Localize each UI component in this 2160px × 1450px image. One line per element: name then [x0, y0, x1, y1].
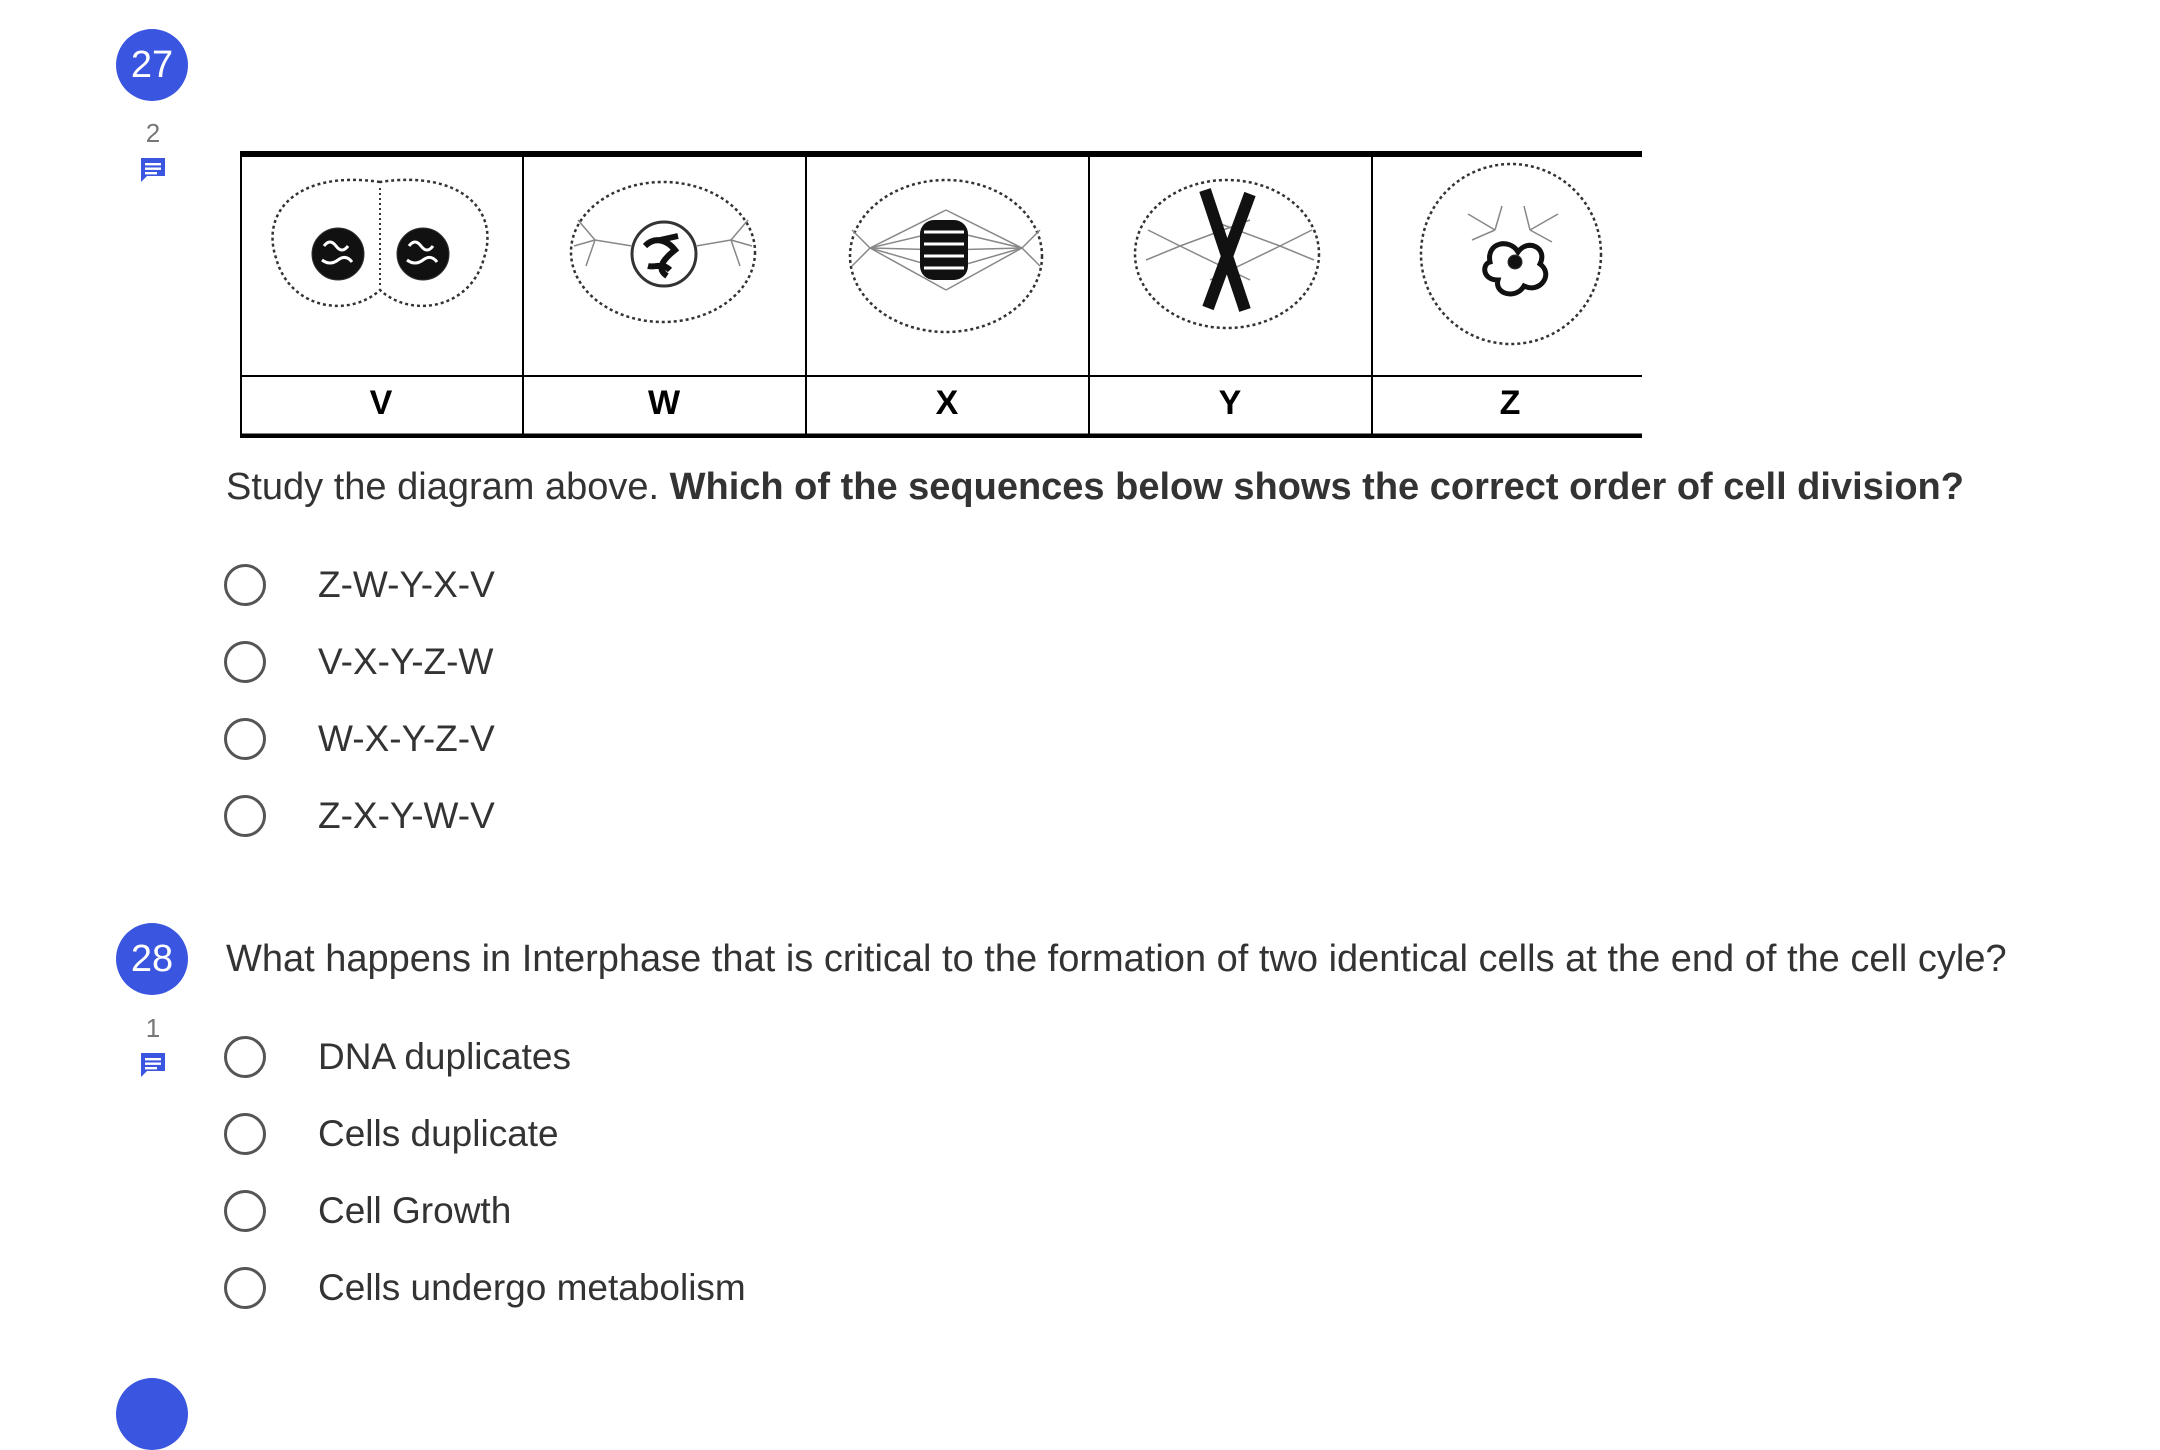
option-label: W-X-Y-Z-V — [318, 718, 495, 759]
answer-option[interactable] — [224, 714, 495, 764]
prompt-bold-text: Which of the sequences below shows the correct order of cell division? — [669, 466, 1964, 508]
radio-button[interactable] — [224, 1190, 266, 1232]
radio-button[interactable] — [224, 1267, 266, 1309]
option-label: Cell Growth — [318, 1190, 512, 1231]
prompt-plain-text: Study the diagram above. — [226, 466, 670, 508]
question-number-badge: 28 — [116, 923, 188, 995]
diagram-label-w: W — [647, 384, 681, 422]
option-label: Z-X-Y-W-V — [318, 795, 495, 836]
answer-option[interactable] — [224, 791, 495, 841]
cell-y-image — [1135, 180, 1319, 328]
radio-button[interactable] — [224, 1113, 266, 1155]
cell-x-image — [850, 180, 1042, 332]
diagram-label-z: Z — [1499, 384, 1521, 422]
diagram-label-v: V — [369, 384, 393, 422]
question-prompt: What happens in Interphase that is critical to the formation of two identical cells at the end of the cell cyle? — [226, 938, 2007, 980]
question-prompt — [226, 466, 1964, 509]
option-label: Cells duplicate — [318, 1113, 559, 1154]
option-label: Z-W-Y-X-V — [318, 564, 495, 605]
radio-button[interactable] — [224, 1036, 266, 1078]
next-question-badge — [116, 1378, 188, 1450]
diagram-label-y: Y — [1218, 384, 1242, 422]
answer-option[interactable] — [224, 1263, 746, 1313]
answer-option[interactable] — [224, 1032, 571, 1082]
answer-option[interactable] — [224, 1109, 559, 1159]
cell-w-image — [571, 182, 755, 322]
option-label: Cells undergo metabolism — [318, 1267, 746, 1308]
diagram-label-x: X — [935, 384, 959, 422]
answer-option[interactable] — [224, 560, 495, 610]
cell-division-diagram — [240, 150, 1642, 438]
comment-icon[interactable] — [139, 156, 167, 182]
option-label: V-X-Y-Z-W — [318, 641, 494, 682]
cell-z-image — [1421, 164, 1601, 344]
radio-button[interactable] — [224, 718, 266, 760]
answer-option[interactable] — [224, 1186, 511, 1236]
radio-button[interactable] — [224, 564, 266, 606]
comment-icon[interactable] — [139, 1051, 167, 1077]
radio-button[interactable] — [224, 641, 266, 683]
radio-button[interactable] — [224, 795, 266, 837]
answer-option[interactable] — [224, 637, 493, 687]
option-label: DNA duplicates — [318, 1036, 571, 1077]
comment-count[interactable]: 2 — [145, 118, 161, 148]
comment-count[interactable]: 1 — [145, 1013, 161, 1043]
question-number-badge: 27 — [116, 29, 188, 101]
cell-v-image — [273, 180, 488, 306]
